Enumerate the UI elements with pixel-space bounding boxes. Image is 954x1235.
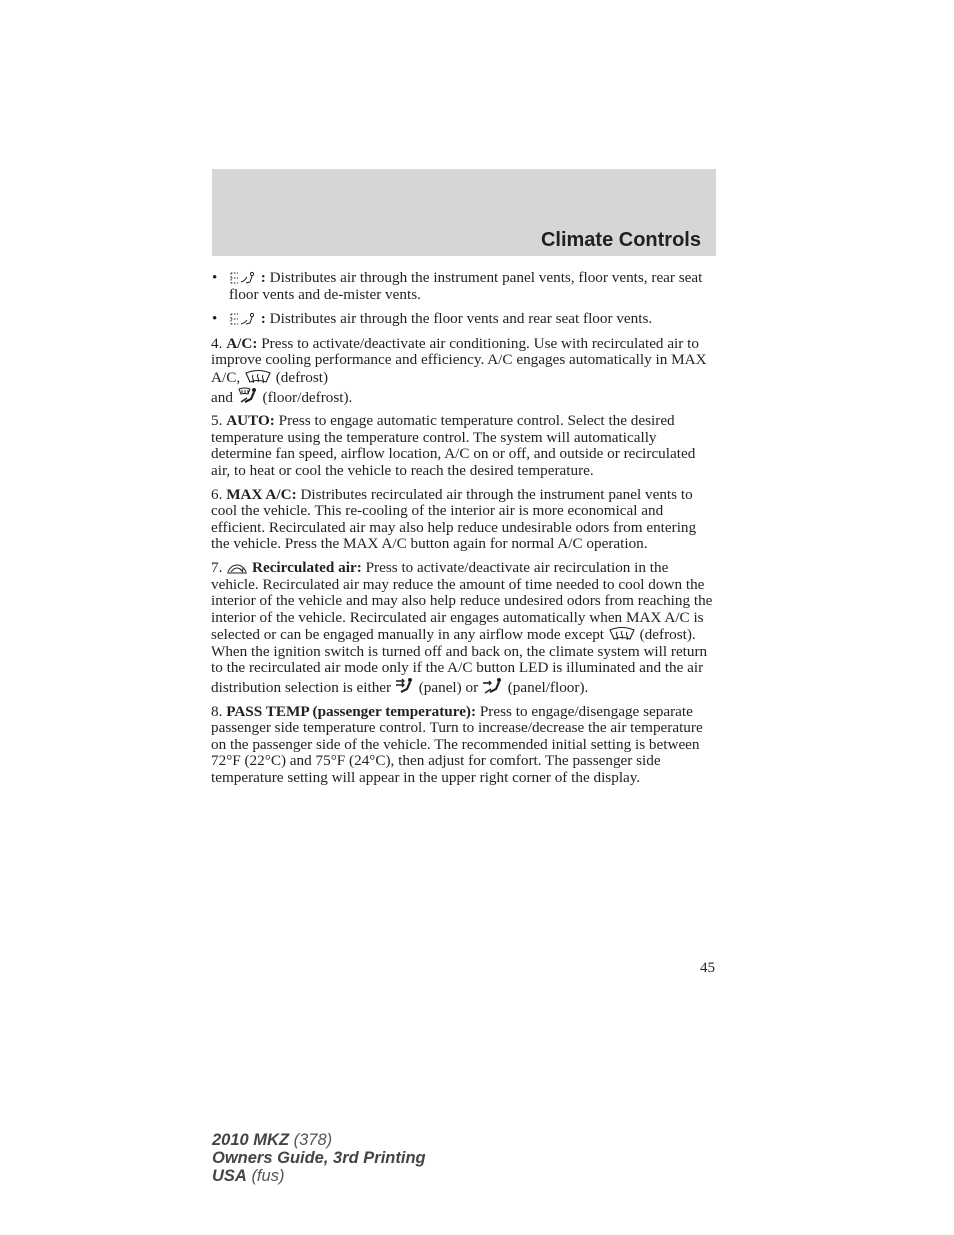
recirculation-icon [226,563,248,575]
bullet-dot: • [212,269,218,286]
list-item [211,311,717,328]
footer-market: USA [212,1167,247,1185]
bullet-text: Distributes air through the instrument panel vents, floor vents, rear seat floor vents and de-mister vents. [229,269,703,303]
page-number: 45 [700,960,715,976]
item-text: Press to activate/deactivate air recirculation in the vehicle. Recirculated air may reduce the amount of time needed to cool down the interior of the vehicle and may also help reduce undesired odors from reaching the interior of the vehicle. Recirculated air engages automatically when MAX A/C is selected or can be engaged manually in any airflow mode except [211,558,713,644]
floor-defrost-icon [237,387,259,405]
bullet-colon: : [260,310,266,328]
bullet-text: Distributes air through the floor vents and rear seat floor vents. [269,310,653,328]
footer-market-code: (fus) [251,1167,285,1185]
footer-code: (378) [293,1131,333,1149]
recirculated-air-paragraph [211,560,717,697]
floor-vents-icon [229,312,257,326]
footer-edition: Owners Guide, 3rd Printing [212,1149,426,1167]
item-number: 8. [211,702,223,720]
item-number: 4. [211,334,223,352]
item-number: 7. [211,558,223,576]
list-item [211,270,717,303]
item-label: PASS TEMP (passenger temperature): [226,702,477,720]
bullet-colon: : [260,269,266,286]
page-content [211,270,717,794]
item-label: AUTO: [226,412,275,430]
panel-vent-icon [395,677,415,695]
header-band [212,169,716,256]
item-text: Press to engage/disengage separate passenger side temperature control. Turn to increase/decrease the air temperature on the passenger side of the vehicle. The recommended initial setting is between 72°F (22°C) and 75°F (24°C), then adjust for comfort. The passenger side temperature setting will appear in the upper right corner of the display. [211,702,703,787]
footer [212,1131,426,1185]
item-text: (panel/floor). [507,679,589,697]
item-text: (defrost). When the ignition switch is turned off and back on, the climate system will return to the recirculated air mode only if the A/C button LED is illuminated and the air distribution selection is either [211,626,708,697]
panel-floor-demist-icon [229,271,257,285]
item-text: (floor/defrost). [262,388,353,406]
item-text: (panel) or [418,679,479,697]
defrost-icon [244,369,272,385]
item-text: Distributes recirculated air through the instrument panel vents to cool the vehicle. This re-cooling of the interior air is more economical and efficient. Recirculated air may also help reduce undesirable odors from entering the vehicle. Press the MAX A/C button again for normal A/C operation. [211,485,697,553]
max-ac-paragraph [211,487,717,553]
pass-temp-paragraph [211,704,717,787]
item-text: (defrost) [275,368,329,386]
item-number: 6. [211,485,223,503]
item-label: MAX A/C: [226,485,297,503]
item-label: A/C: [226,334,258,352]
bullet-dot: • [212,310,218,328]
item-number: 5. [211,412,223,430]
item-text: Press to activate/deactivate air conditioning. Use with recirculated air to improve cooling performance and efficiency. A/C engages automatically in MAX A/C, [211,334,707,386]
item-text: Press to engage automatic temperature control. Select the desired temperature using the temperature control. The system will automatically determine fan speed, airflow location, A/C on or off, and outside or recirculated air, to heat or cool the vehicle to reach the desired temperature. [211,412,696,479]
item-text: and [211,388,233,406]
auto-paragraph [211,413,717,479]
ac-paragraph [211,336,717,406]
page-title: Climate Controls [540,229,701,251]
defrost-icon [608,626,636,642]
footer-model: 2010 MKZ [212,1131,290,1149]
item-label: Recirculated air: [251,558,362,576]
panel-floor-icon [482,677,504,695]
